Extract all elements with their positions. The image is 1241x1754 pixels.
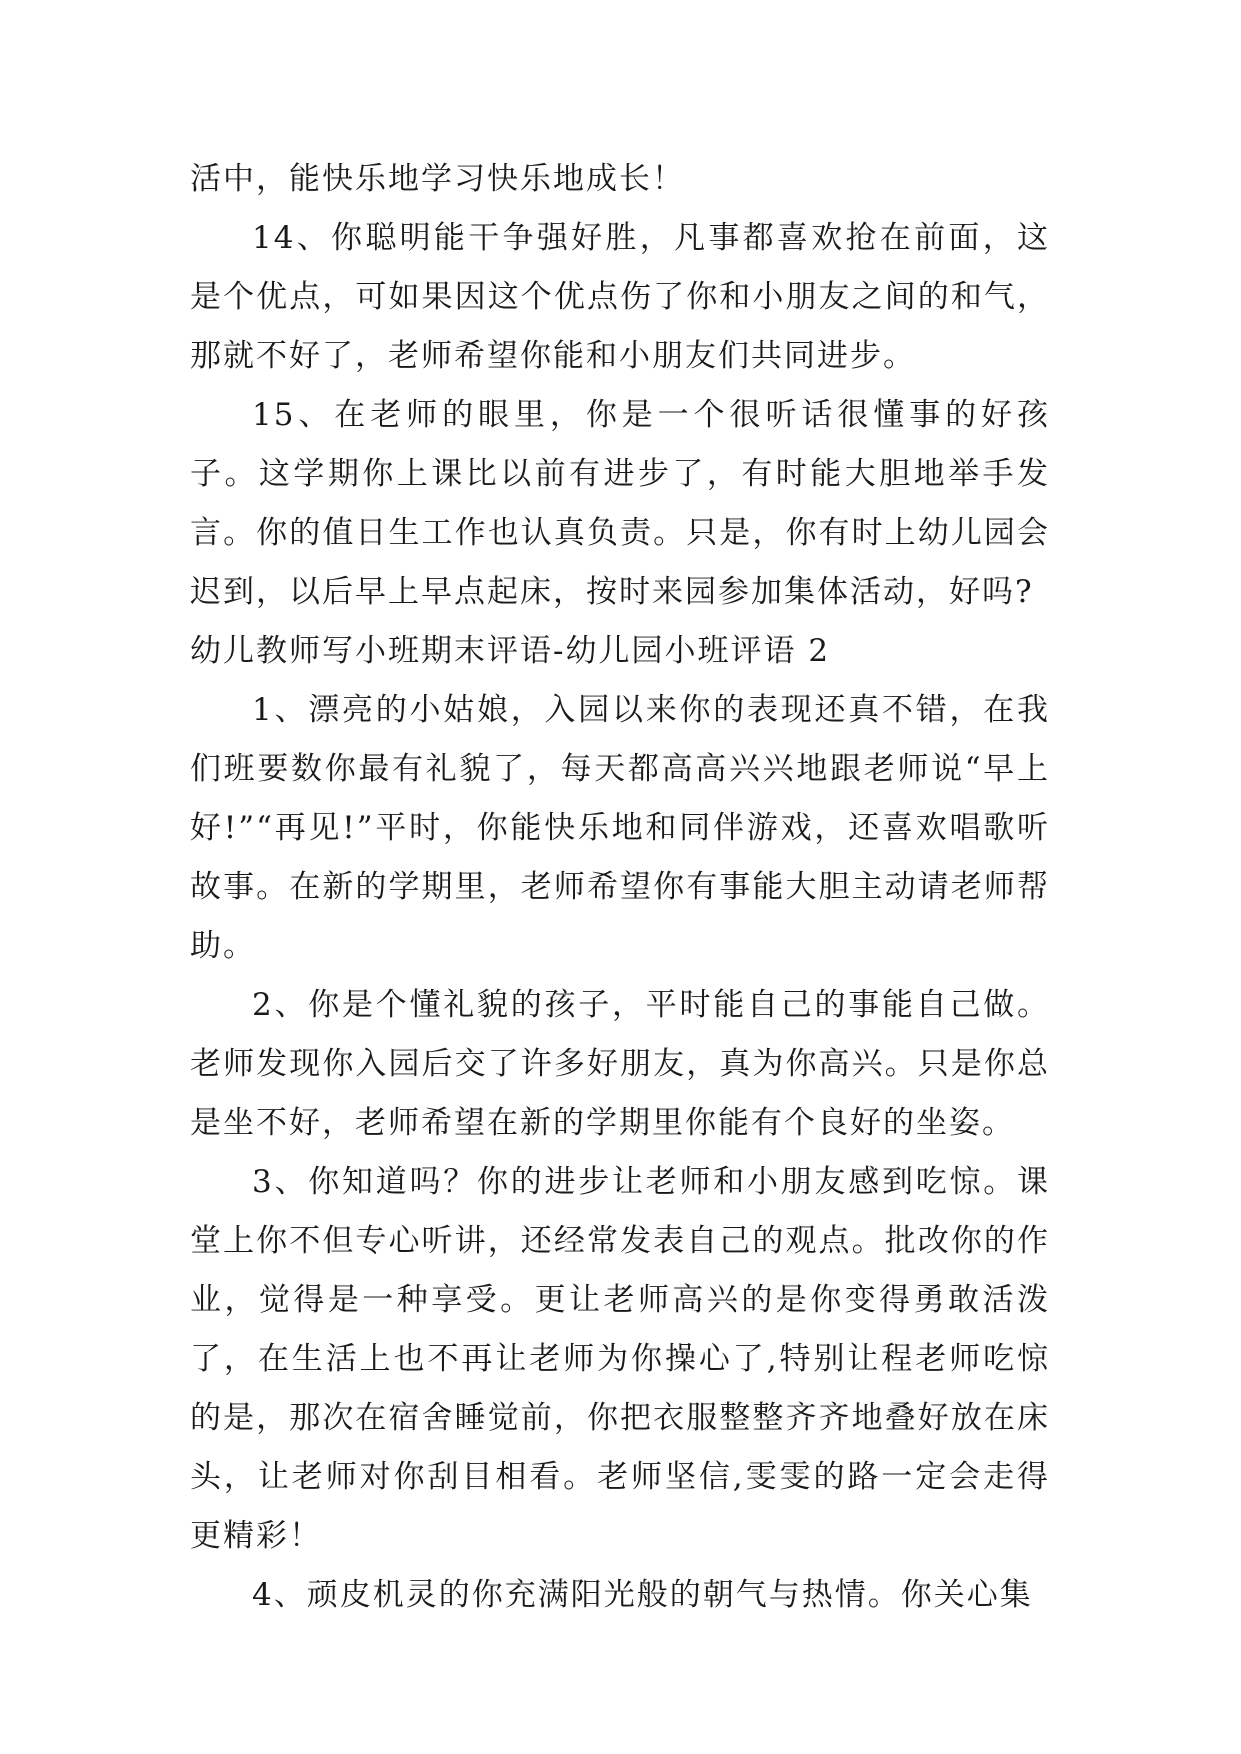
paragraph-comment-14: 14、你聪明能干争强好胜，凡事都喜欢抢在前面，这是个优点，可如果因这个优点伤了你和小朋友之间的和气，那就不好了，老师希望你能和小朋友们共同进步。 (190, 220, 1050, 374)
paragraph-comment-4: 4、顽皮机灵的你充满阳光般的朝气与热情。你关心集 (252, 1577, 1033, 1613)
paragraph-comment-15: 15、在老师的眼里，你是一个很听话很懂事的好孩子。这学期你上课比以前有进步了，有时能大胆地举手发言。你的值日生工作也认真负责。只是，你有时上幼儿园会迟到，以后早上早点起床，按时来园参加集体活动，好吗? (190, 397, 1050, 610)
paragraph-continuation: 活中，能快乐地学习快乐地成长！ (190, 161, 685, 197)
section-heading: 幼儿教师写小班期末评语-幼儿园小班评语 2 (190, 633, 831, 669)
paragraph-comment-2: 2、你是个懂礼貌的孩子，平时能自己的事能自己做。老师发现你入园后交了许多好朋友，真为你高兴。只是你总是坐不好，老师希望在新的学期里你能有个良好的坐姿。 (190, 987, 1050, 1141)
document-body (190, 150, 1050, 1625)
paragraph-comment-1: 1、漂亮的小姑娘，入园以来你的表现还真不错，在我们班要数你最有礼貌了，每天都高高兴兴地跟老师说“早上好!”“再见!”平时，你能快乐地和同伴游戏，还喜欢唱歌听故事。在新的学期里，老师希望你有事能大胆主动请老师帮助。 (190, 692, 1050, 964)
paragraph-comment-3: 3、你知道吗？你的进步让老师和小朋友感到吃惊。课堂上你不但专心听讲，还经常发表自己的观点。批改你的作业，觉得是一种享受。更让老师高兴的是你变得勇敢活泼了，在生活上也不再让老师为你操心了,特别让程老师吃惊的是，那次在宿舍睡觉前，你把衣服整整齐齐地叠好放在床头，让老师对你刮目相看。老师坚信,雯雯的路一定会走得更精彩！ (190, 1164, 1050, 1554)
